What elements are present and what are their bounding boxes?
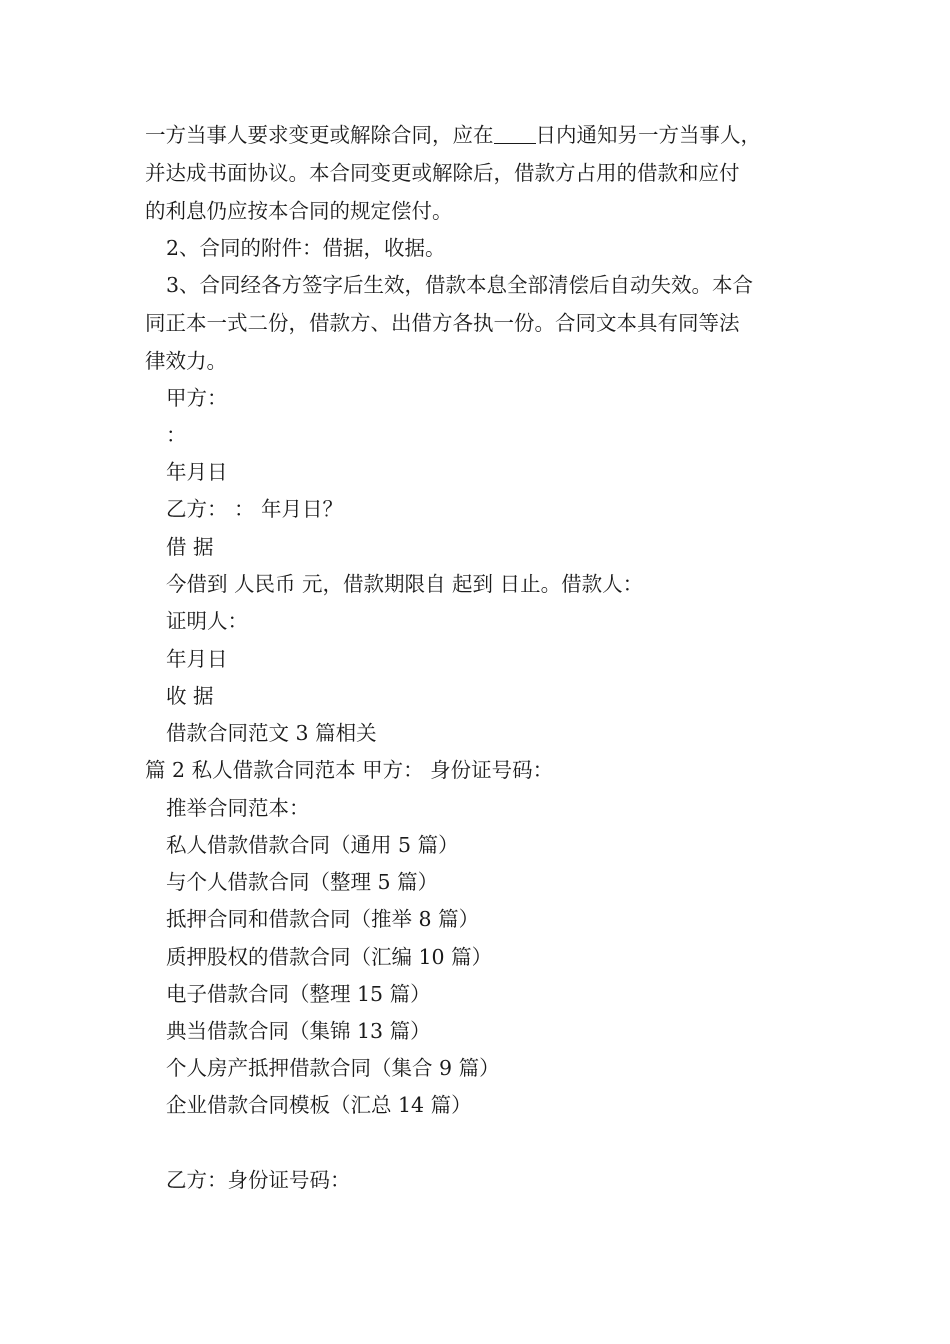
clause-2: 2、合同的附件：借据，收据。 bbox=[166, 236, 446, 260]
recommend-item: 质押股权的借款合同（汇编 10 篇） bbox=[166, 945, 493, 969]
paragraph-line bbox=[145, 121, 761, 149]
party-b-label: 乙方： ： 年月日？ bbox=[166, 497, 344, 521]
text-run: 日内通知另一方当事人， bbox=[535, 123, 761, 147]
iou-body: 今借到 人民币 元，借款期限自 起到 日止。借款人： bbox=[166, 572, 644, 596]
paragraph-line: 同正本一式二份，借款方、出借方各执一份。合同文本具有同等法 bbox=[145, 311, 740, 335]
witness-label: 证明人： bbox=[166, 609, 248, 633]
colon-line: ： bbox=[166, 423, 187, 447]
fill-in-blank bbox=[494, 125, 536, 144]
recommend-item: 典当借款合同（集锦 13 篇） bbox=[166, 1019, 431, 1043]
date-line: 年月日 bbox=[166, 647, 228, 671]
recommend-item: 电子借款合同（整理 15 篇） bbox=[166, 982, 431, 1006]
recommend-item: 私人借款借款合同（通用 5 篇） bbox=[166, 833, 459, 857]
clause-3: 3、合同经各方签字后生效，借款本息全部清偿后自动失效。本合 bbox=[166, 273, 754, 297]
recommend-item: 抵押合同和借款合同（推举 8 篇） bbox=[166, 907, 480, 931]
receipt-title: 收 据 bbox=[166, 684, 214, 708]
party-a-label: 甲方： bbox=[166, 386, 228, 410]
section-heading: 篇 2 私人借款合同范本 甲方： 身份证号码： bbox=[145, 758, 554, 782]
recommend-item: 个人房产抵押借款合同（集合 9 篇） bbox=[166, 1056, 500, 1080]
recommend-heading: 推举合同范本： bbox=[166, 796, 310, 820]
paragraph-line: 的利息仍应按本合同的规定偿付。 bbox=[145, 199, 453, 223]
iou-title: 借 据 bbox=[166, 535, 214, 559]
recommend-item: 与个人借款合同（整理 5 篇） bbox=[166, 870, 439, 894]
party-b-id-label: 乙方：身份证号码： bbox=[166, 1168, 351, 1192]
paragraph-line: 并达成书面协议。本合同变更或解除后，借款方占用的借款和应付 bbox=[145, 161, 740, 185]
date-line: 年月日 bbox=[166, 460, 228, 484]
related-heading: 借款合同范文 3 篇相关 bbox=[166, 721, 377, 745]
paragraph-line: 律效力。 bbox=[145, 349, 227, 373]
text-run: 一方当事人要求变更或解除合同，应在 bbox=[145, 123, 494, 147]
recommend-item: 企业借款合同模板（汇总 14 篇） bbox=[166, 1093, 472, 1117]
